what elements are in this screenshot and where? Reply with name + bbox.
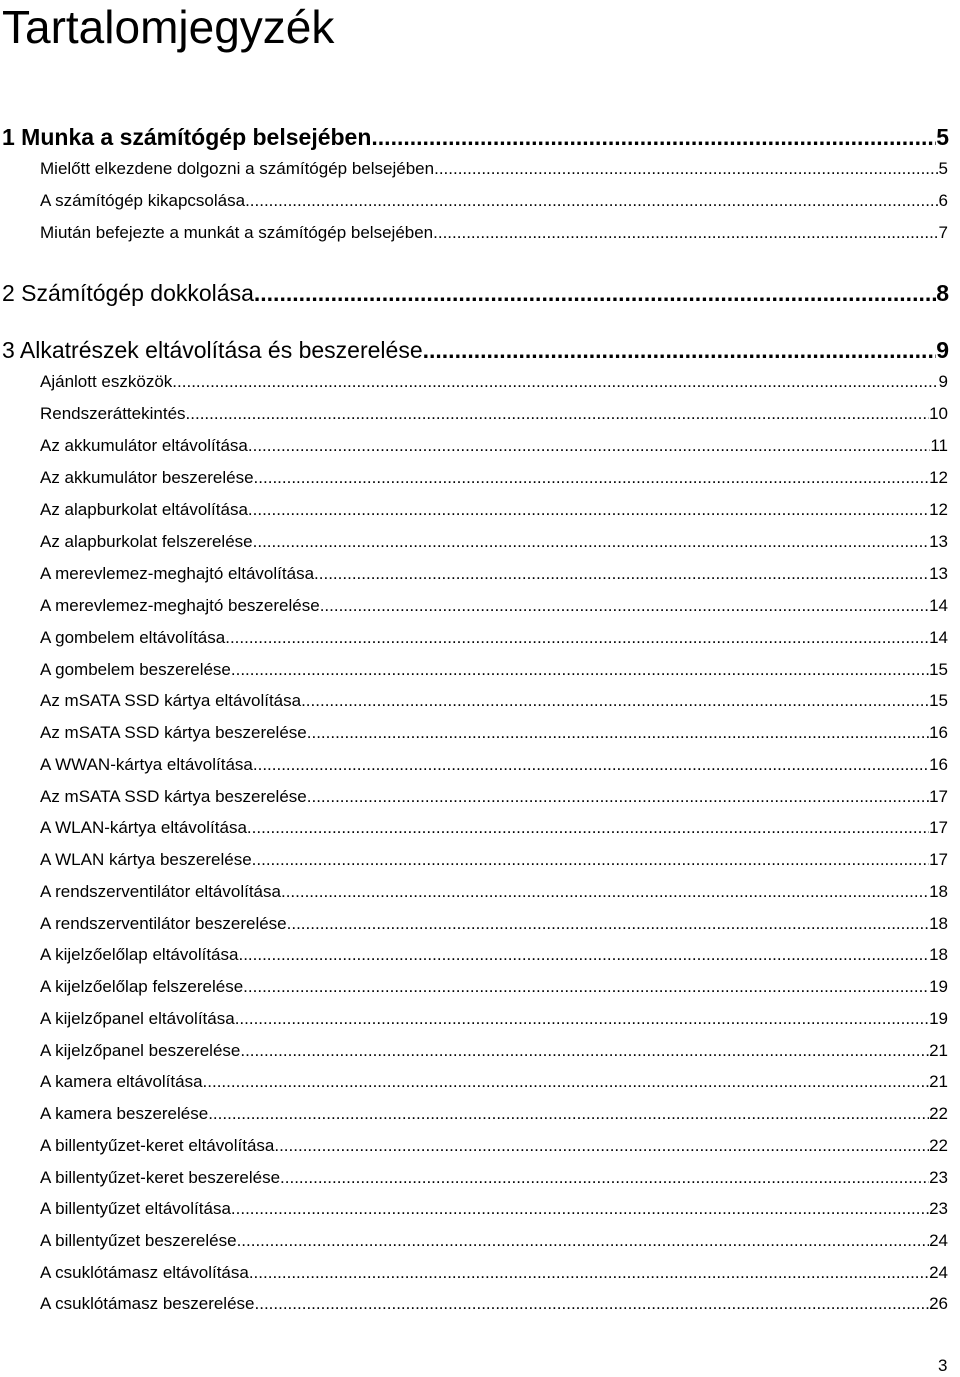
toc-entry-page: 23 [929, 1168, 948, 1187]
toc-entry-page: 15 [929, 691, 948, 710]
toc-entry-page: 18 [929, 945, 948, 964]
toc-entry-title: A merevlemez-meghajtó beszerelése [40, 596, 320, 615]
toc-entry-title: Az mSATA SSD kártya eltávolítása [40, 691, 302, 710]
toc-entry-page: 23 [929, 1199, 948, 1218]
toc-entry-title: A kijelzőelőlap felszerelése [40, 977, 244, 996]
toc-section-entry[interactable] [40, 912, 948, 936]
toc-dot-leader [253, 530, 929, 554]
toc-entry-title: 2 Számítógép dokkolása [2, 280, 254, 306]
toc-dot-leader [314, 562, 929, 586]
toc-entry-page: 9 [938, 372, 948, 391]
toc-entry-page: 17 [929, 818, 948, 837]
toc-section-entry[interactable] [40, 658, 948, 682]
toc-entry-title: A számítógép kikapcsolása [40, 191, 246, 210]
toc-dot-leader [274, 1134, 929, 1158]
toc-section-entry[interactable] [40, 562, 948, 586]
toc-dot-leader [203, 1070, 930, 1094]
toc-dot-leader [253, 753, 929, 777]
toc-entry-page: 18 [929, 914, 948, 933]
toc-section-entry[interactable] [40, 402, 948, 426]
toc-section-entry[interactable] [40, 1261, 948, 1285]
toc-dot-leader [255, 1292, 930, 1316]
toc-dot-leader [235, 1007, 929, 1031]
toc-dot-leader [247, 816, 929, 840]
toc-entry-title: A WLAN-kártya eltávolítása [40, 818, 247, 837]
toc-entry-title: A kijelzőpanel eltávolítása [40, 1009, 235, 1028]
toc-dot-leader [208, 1102, 929, 1126]
toc-section-entry[interactable] [40, 434, 948, 458]
toc-entry-title: A gombelem beszerelése [40, 660, 231, 679]
toc-entry-title: Miután befejezte a munkát a számítógép belsejében [40, 223, 434, 242]
toc-entry-title: A kijelzőelőlap eltávolítása [40, 945, 239, 964]
toc-dot-leader [248, 498, 929, 522]
toc-entry-page: 21 [929, 1072, 948, 1091]
toc-dot-leader [280, 1166, 929, 1190]
toc-section-entry[interactable] [40, 721, 948, 745]
toc-dot-leader [238, 943, 929, 967]
toc-entry-title: Rendszeráttekintés [40, 404, 186, 423]
toc-entry-page: 15 [929, 660, 948, 679]
toc-section-entry[interactable] [40, 753, 948, 777]
toc-dot-leader [186, 402, 930, 426]
toc-entry-page: 16 [929, 755, 948, 774]
page-number: 3 [938, 1356, 948, 1375]
toc-entry-title: 1 Munka a számítógép belsejében [2, 124, 372, 150]
toc-entry-title: A kamera eltávolítása [40, 1072, 203, 1091]
toc-dot-leader [243, 975, 929, 999]
toc-chapter-entry[interactable] [2, 278, 949, 308]
toc-section-entry[interactable] [40, 594, 948, 618]
toc-entry-page: 17 [929, 850, 948, 869]
toc-entry-title: Az akkumulátor eltávolítása [40, 436, 248, 455]
toc-section-entry[interactable] [40, 221, 948, 245]
toc-entry-page: 24 [929, 1263, 948, 1282]
toc-dot-leader [254, 278, 936, 308]
toc-section-entry[interactable] [40, 1070, 948, 1094]
toc-entry-title: A kamera beszerelése [40, 1104, 209, 1123]
toc-entry-title: A rendszerventilátor beszerelése [40, 914, 287, 933]
toc-entry-title: Ajánlott eszközök [40, 372, 173, 391]
toc-dot-leader [248, 434, 930, 458]
toc-section-entry[interactable] [40, 1039, 948, 1063]
toc-entry-page: 10 [929, 404, 948, 423]
toc-entry-title: A kijelzőpanel beszerelése [40, 1041, 241, 1060]
toc-section-entry[interactable] [40, 498, 948, 522]
toc-section-entry[interactable] [40, 1102, 948, 1126]
toc-dot-leader [423, 335, 937, 365]
toc-section-entry[interactable] [40, 1292, 948, 1316]
toc-entry-title: A billentyűzet-keret eltávolítása [40, 1136, 275, 1155]
toc-section-entry[interactable] [40, 1007, 948, 1031]
toc-entry-page: 19 [929, 977, 948, 996]
toc-dot-leader [371, 122, 936, 152]
toc-entry-title: A WWAN-kártya eltávolítása [40, 755, 253, 774]
toc-dot-leader [307, 785, 929, 809]
toc-dot-leader [252, 848, 929, 872]
toc-dot-leader [433, 221, 938, 245]
toc-section-entry[interactable] [40, 157, 948, 181]
toc-entry-title: Az mSATA SSD kártya beszerelése [40, 787, 307, 806]
toc-entry-title: A csuklótámasz eltávolítása [40, 1263, 249, 1282]
toc-entry-title: Az mSATA SSD kártya beszerelése [40, 723, 307, 742]
toc-entry-page: 22 [929, 1104, 948, 1123]
toc-entry-page: 13 [929, 564, 948, 583]
toc-entry-page: 21 [929, 1041, 948, 1060]
toc-entry-page: 11 [930, 436, 948, 455]
toc-entry-title: A csuklótámasz beszerelése [40, 1294, 255, 1313]
toc-section-entry[interactable] [40, 1166, 948, 1190]
toc-entry-page: 17 [929, 787, 948, 806]
toc-section-entry[interactable] [40, 370, 948, 394]
toc-dot-leader [281, 880, 929, 904]
toc-dot-leader [254, 466, 930, 490]
toc-entry-page: 26 [929, 1294, 948, 1313]
toc-entry-page: 5 [936, 124, 949, 150]
toc-dot-leader [245, 189, 938, 213]
toc-entry-page: 12 [929, 500, 948, 519]
toc-entry-page: 13 [929, 532, 948, 551]
toc-section-entry[interactable] [40, 880, 948, 904]
toc-dot-leader [249, 1261, 929, 1285]
toc-section-entry[interactable] [40, 943, 948, 967]
toc-entry-title: Az alapburkolat eltávolítása [40, 500, 248, 519]
toc-entry-page: 5 [938, 159, 948, 178]
toc-dot-leader [172, 370, 938, 394]
toc-dot-leader [320, 594, 929, 618]
toc-entry-page: 22 [929, 1136, 948, 1155]
toc-section-entry[interactable] [40, 975, 948, 999]
toc-entry-page: 18 [929, 882, 948, 901]
toc-entry-page: 6 [938, 191, 948, 210]
toc-entry-page: 19 [929, 1009, 948, 1028]
toc-entry-title: A gombelem eltávolítása [40, 628, 226, 647]
toc-entry-title: 3 Alkatrészek eltávolítása és beszerelése [2, 337, 423, 363]
toc-entry-title: Az akkumulátor beszerelése [40, 468, 254, 487]
toc-section-entry[interactable] [40, 785, 948, 809]
toc-dot-leader [225, 626, 929, 650]
toc-section-entry[interactable] [40, 626, 948, 650]
toc-entry-title: A merevlemez-meghajtó eltávolítása [40, 564, 315, 583]
toc-section-entry[interactable] [40, 466, 948, 490]
toc-entry-page: 8 [936, 280, 949, 306]
toc-dot-leader [301, 689, 929, 713]
toc-dot-leader [434, 157, 938, 181]
toc-dot-leader [287, 912, 929, 936]
toc-section-entry[interactable] [40, 1229, 948, 1253]
toc-entry-page: 14 [929, 628, 948, 647]
toc-entry-title: A billentyűzet-keret beszerelése [40, 1168, 281, 1187]
toc-dot-leader [240, 1039, 929, 1063]
toc-entry-page: 16 [929, 723, 948, 742]
toc-entry-title: Az alapburkolat felszerelése [40, 532, 253, 551]
toc-entry-title: A rendszerventilátor eltávolítása [40, 882, 281, 901]
toc-section-entry[interactable] [40, 530, 948, 554]
toc-section-entry[interactable] [40, 1134, 948, 1158]
toc-entry-page: 12 [929, 468, 948, 487]
toc-entry-title: A billentyűzet eltávolítása [40, 1199, 231, 1218]
toc-section-entry[interactable] [40, 1197, 948, 1221]
toc-entry-title: A WLAN kártya beszerelése [40, 850, 252, 869]
toc-chapter-entry[interactable] [2, 335, 949, 365]
toc-dot-leader [231, 658, 929, 682]
toc-section-entry[interactable] [40, 189, 948, 213]
toc-section-entry[interactable] [40, 848, 948, 872]
toc-chapter-entry[interactable] [2, 122, 949, 152]
toc-dot-leader [231, 1197, 929, 1221]
toc-dot-leader [237, 1229, 930, 1253]
toc-section-entry[interactable] [40, 816, 948, 840]
toc-entry-title: Mielőtt elkezdene dolgozni a számítógép belsejében [40, 159, 435, 178]
toc-section-entry[interactable] [40, 689, 948, 713]
toc-dot-leader [307, 721, 929, 745]
toc-entry-page: 24 [929, 1231, 948, 1250]
toc-entry-page: 9 [936, 337, 949, 363]
toc-entry-page: 7 [938, 223, 948, 242]
toc-entry-page: 14 [929, 596, 948, 615]
page-title: Tartalomjegyzék [2, 1, 335, 53]
toc-entry-title: A billentyűzet beszerelése [40, 1231, 237, 1250]
